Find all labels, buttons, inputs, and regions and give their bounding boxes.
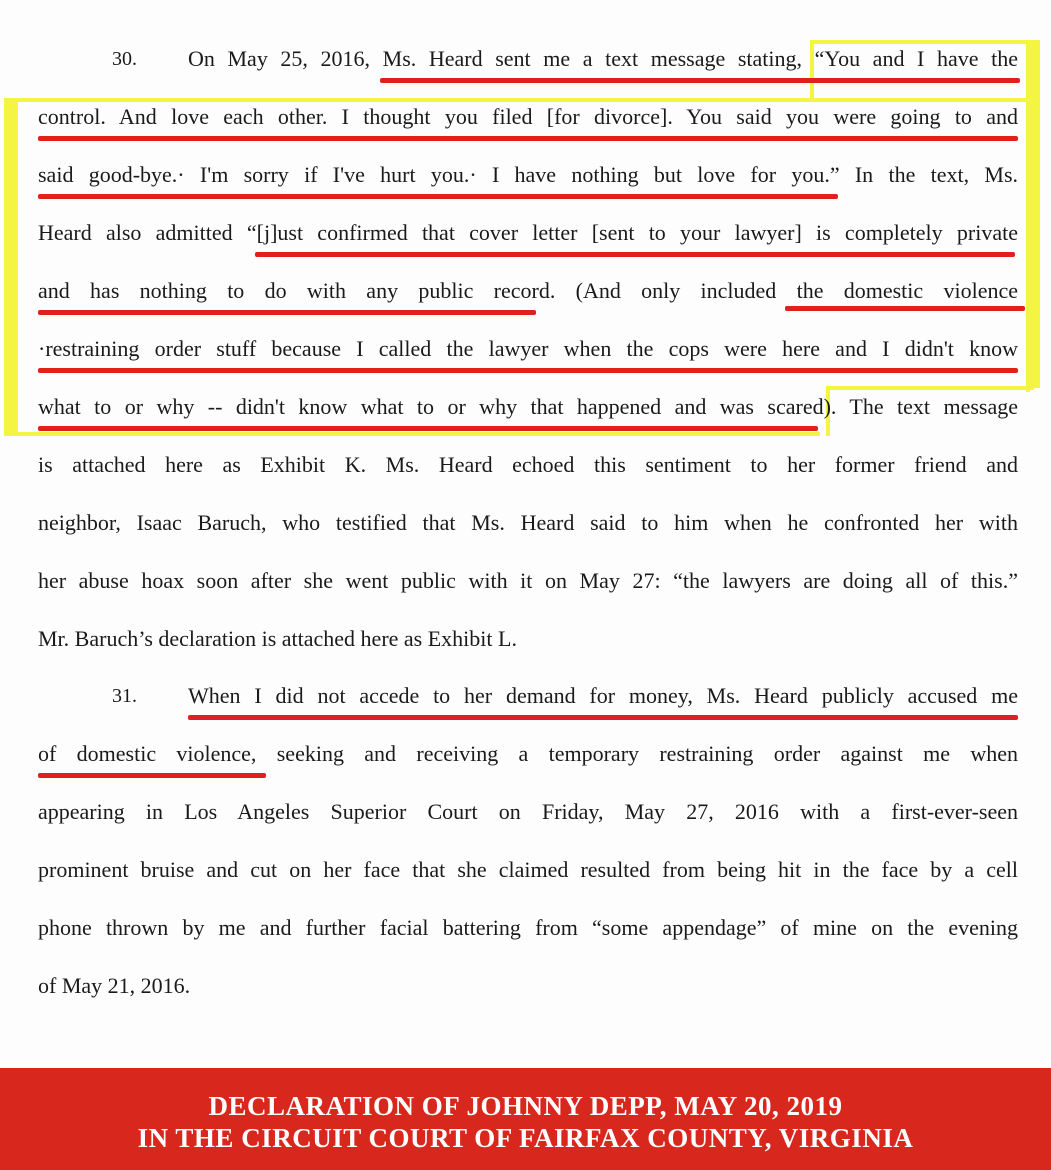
paragraph-31-line-6: of May 21, 2016.	[38, 973, 191, 998]
highlight-box-notch-bottom	[826, 386, 1034, 390]
paragraph-number-30: 30.	[112, 48, 137, 70]
underline-mark	[38, 310, 536, 315]
underline-mark	[38, 773, 266, 778]
underline-mark	[785, 306, 1025, 311]
paragraph-30-line-3: said good-bye.· I'm sorry if I've hurt you.· I have nothing but love for you.” In the text, Ms.	[38, 162, 1018, 187]
paragraph-30-line-11: Mr. Baruch’s declaration is attached here as Exhibit L.	[38, 626, 517, 651]
paragraph-31-line-3: appearing in Los Angeles Superior Court on Friday, May 27, 2016 with a first-ever-seen	[38, 799, 1018, 824]
paragraph-31-line-2: of domestic violence, seeking and receiving a temporary restraining order against me when	[38, 741, 1018, 766]
paragraph-30-line-7: what to or why -- didn't know what to or why that happened and was scared). The text message	[38, 394, 1018, 419]
paragraph-31-line-1: When I did not accede to her demand for money, Ms. Heard publicly accused me	[188, 683, 1018, 708]
paragraph-30-line-5: and has nothing to do with any public record. (And only included the domestic violence	[38, 278, 1018, 303]
paragraph-31-line-4: prominent bruise and cut on her face that she claimed resulted from being hit in the face by a cell	[38, 857, 1018, 882]
paragraph-31-line-5: phone thrown by me and further facial battering from “some appendage” of mine on the evening	[38, 915, 1018, 940]
paragraph-30-line-8: is attached here as Exhibit K. Ms. Heard echoed this sentiment to her former friend and	[38, 452, 1018, 477]
paragraph-30-line-1: On May 25, 2016, Ms. Heard sent me a text message stating, “You and I have the	[188, 46, 1018, 71]
underline-mark	[38, 194, 838, 199]
paragraph-30-line-9: neighbor, Isaac Baruch, who testified that Ms. Heard said to him when he confronted her with	[38, 510, 1018, 535]
footer-title-line-1: DECLARATION OF JOHNNY DEPP, MAY 20, 2019	[208, 1091, 843, 1121]
underline-mark	[380, 78, 1020, 83]
paragraph-number-31: 31.	[112, 685, 137, 707]
underline-mark	[188, 715, 1018, 720]
footer-banner	[0, 1068, 1051, 1170]
underline-mark	[255, 252, 1015, 257]
underline-mark	[38, 426, 818, 431]
underline-mark	[38, 136, 1018, 141]
highlight-margin-bar-right	[1030, 40, 1040, 388]
footer-title-line-2: IN THE CIRCUIT COURT OF FAIRFAX COUNTY, VIRGINIA	[137, 1123, 914, 1153]
paragraph-30-line-4: Heard also admitted “[j]ust confirmed that cover letter [sent to your lawyer] is completely private	[38, 220, 1018, 245]
underline-mark	[38, 368, 1018, 373]
paragraph-30-line-6: ·restraining order stuff because I called the lawyer when the cops were here and I didn't know	[38, 336, 1018, 361]
paragraph-30-line-2: control. And love each other. I thought you filed [for divorce]. You said you were going to and	[38, 104, 1018, 129]
paragraph-30-line-10: her abuse hoax soon after she went public with it on May 27: “the lawyers are doing all of this.”	[38, 568, 1018, 593]
highlight-margin-bar-left	[4, 98, 16, 436]
